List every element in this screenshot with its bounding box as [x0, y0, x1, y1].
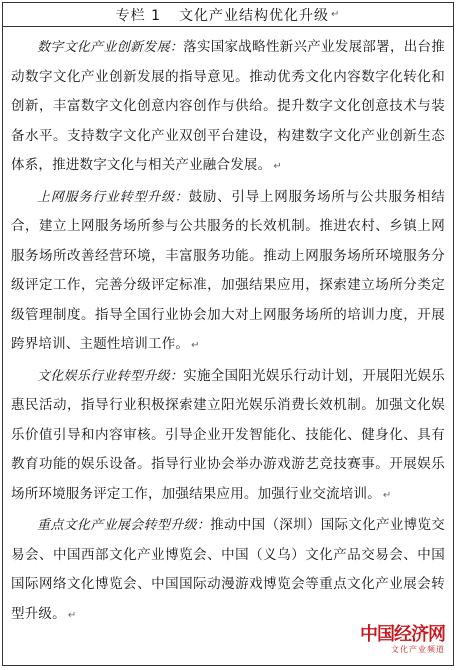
watermark-logo: [360, 620, 445, 655]
box-title-row: [3, 3, 453, 27]
paragraph-exhibitions: [11, 511, 445, 630]
paragraph-lead: 上网服务行业转型升级：: [37, 189, 189, 205]
column-box: [2, 2, 454, 666]
paragraph-lead: 文化娱乐行业转型升级：: [37, 368, 184, 384]
box-title: 文化产业结构优化升级: [178, 7, 329, 24]
box-body: [3, 27, 453, 630]
return-mark: ↵: [273, 161, 282, 172]
return-mark: ↵: [382, 489, 392, 501]
paragraph-entertainment: [11, 362, 445, 511]
paragraph-text: 实施全国阳光娱乐行动计划，开展阳光娱乐惠民活动，指导行业积极探索建立阳光娱乐消费长效机制。加强文化娱乐价值引导和内容审核。引导企业开发智能化、技能化、健身化、具有教育功能的娱乐设备。指导行业协会举办游戏游艺竞技赛事。开展娱乐场所环境服务评定工作，加强结果应用。加强行业交流培训。: [11, 367, 445, 502]
paragraph-internet-service: [11, 183, 445, 361]
return-mark: ↵: [67, 609, 77, 621]
paragraph-lead: 数字文化产业创新发展：: [37, 40, 184, 55]
paragraph-text: 鼓励、引导上网服务场所与公共服务相结合，建立上网服务场所参与公共服务的长效机制。推进农村、乡镇上网服务场所改善经营环境，丰富服务功能。推动上网服务场所环境服务分级评定工作，完善分级评定标准，加强结果应用，探索建立场所分类定级管理制度。指导全国行业协会加大对上网服务场所的培训力度，开展跨界培训、主题性培训工作。: [11, 188, 445, 352]
paragraph-lead: 重点文化产业展会转型升级：: [37, 518, 211, 533]
watermark-main: 中国经济网: [360, 624, 445, 645]
box-number: 专栏 1: [115, 7, 161, 24]
paragraph-text: 落实国家战略性新兴产业发展部署，出台推动数字文化产业创新发展的指导意见。推动优秀文化内容数字化转化和创新，丰富数字文化创意内容创作与供给。提升数字文化创意技术与装备水平。支持数字文化产业双创平台建设，构建数字文化产业创新生态体系，推进数字文化与相关产业融合发展。: [11, 39, 445, 173]
watermark-sub: 文化产业频道: [391, 645, 445, 654]
paragraph-text: 推动中国（深圳）国际文化产业博览交易会、中国西部文化产业博览会、中国（义乌）文化产品交易会、中国国际网络文化博览会、中国国际动漫游戏博览会等重点文化产业展会转型升级。: [11, 517, 445, 622]
return-mark: ↵: [330, 9, 341, 20]
paragraph-digital-culture: [11, 33, 445, 182]
return-mark: ↵: [191, 340, 200, 351]
